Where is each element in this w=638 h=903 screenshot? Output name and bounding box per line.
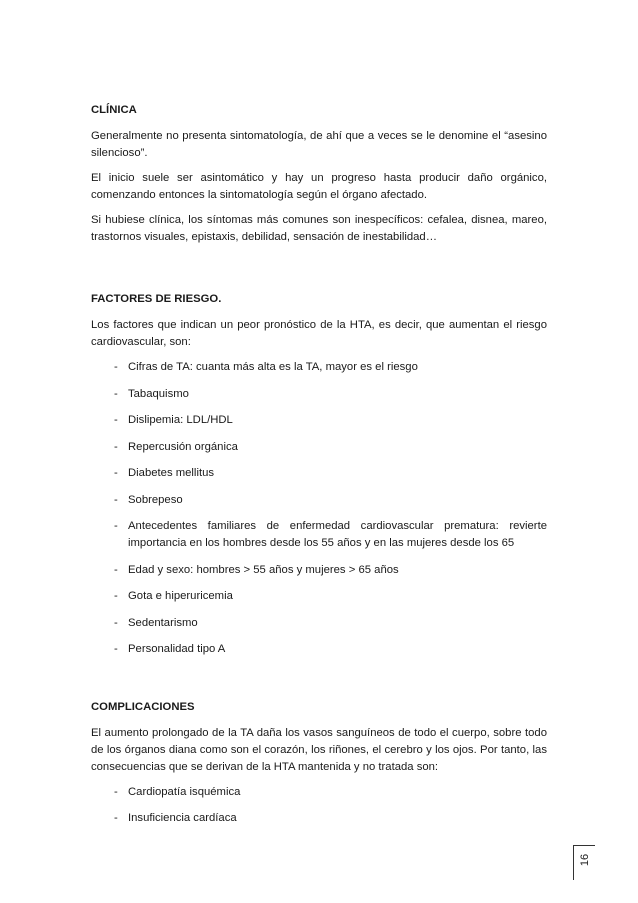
document-body	[91, 102, 547, 837]
list-item	[91, 810, 547, 827]
complication-list	[91, 784, 547, 828]
list-item	[91, 386, 547, 403]
list-item-text: Insuficiencia cardíaca	[128, 812, 237, 824]
list-item-text: Sobrepeso	[128, 493, 183, 506]
bullet-dash: -	[114, 387, 118, 400]
bullet-dash: -	[114, 520, 118, 532]
section-heading-factores: FACTORES DE RIESGO.	[91, 293, 222, 305]
list-item-text: Dislipemia: LDL/HDL	[128, 414, 233, 426]
paragraph: Generalmente no presenta sintomatología, de ahí que a veces se le denomine el “asesino silencioso”.	[91, 130, 547, 159]
list-item	[91, 588, 547, 605]
bullet-dash: -	[114, 616, 118, 629]
list-item	[91, 465, 547, 482]
bullet-dash: -	[114, 563, 118, 576]
bullet-dash: -	[114, 467, 118, 479]
bullet-dash: -	[114, 414, 118, 426]
paragraph: Los factores que indican un peor pronóstico de la HTA, es decir, que aumentan el riesgo cardiovascular, son:	[91, 319, 547, 348]
bullet-dash: -	[114, 812, 118, 824]
section-heading-complicaciones: COMPLICACIONES	[91, 700, 195, 713]
bullet-dash: -	[114, 643, 118, 655]
list-item-text: Tabaquismo	[128, 387, 189, 400]
list-item	[91, 492, 547, 509]
list-item-text: Sedentarismo	[128, 616, 198, 629]
bullet-dash: -	[114, 590, 118, 602]
list-item	[91, 359, 547, 376]
bullet-dash: -	[114, 440, 118, 453]
paragraph: Si hubiese clínica, los síntomas más comunes son inespecíficos: cefalea, disnea, mareo, trastornos visuales, epistaxis, debilidad, sensación de inestabilidad…	[91, 214, 547, 243]
list-item	[91, 412, 547, 429]
list-item-text: Cardiopatía isquémica	[128, 785, 241, 798]
section-clinica	[91, 102, 547, 246]
section-spacer	[91, 254, 547, 291]
list-item-text: Repercusión orgánica	[128, 440, 238, 453]
list-item-text: Edad y sexo: hombres > 55 años y mujeres > 65 años	[128, 563, 399, 576]
list-item-text: Personalidad tipo A	[128, 643, 226, 655]
list-item-text: Cifras de TA: cuanta más alta es la TA, mayor es el riesgo	[128, 361, 418, 373]
page-number-box	[573, 845, 595, 880]
list-item-text: Gota e hiperuricemia	[128, 590, 233, 602]
section-heading-clinica: CLÍNICA	[91, 104, 137, 116]
section-spacer	[91, 668, 547, 699]
section-factores-de-riesgo	[91, 291, 547, 658]
section-complicaciones	[91, 699, 547, 828]
list-item	[91, 784, 547, 801]
bullet-dash: -	[114, 785, 118, 798]
risk-factor-list	[91, 359, 547, 658]
list-item	[91, 641, 547, 658]
list-item	[91, 518, 547, 552]
paragraph: El inicio suele ser asintomático y hay un progreso hasta producir daño orgánico, comenzando entonces la sintomatología según el órgano afectado.	[91, 172, 547, 201]
paragraph: El aumento prolongado de la TA daña los vasos sanguíneos de todo el cuerpo, sobre todo de los órganos diana como son el corazón, los riñones, el cerebro y los ojos. Por tanto, las consecuencias que se derivan de la HTA mantenida y no tratada son:	[91, 726, 547, 773]
bullet-dash: -	[114, 493, 118, 506]
bullet-dash: -	[114, 361, 118, 373]
page-number: 16	[579, 853, 591, 867]
list-item	[91, 439, 547, 456]
list-item	[91, 615, 547, 632]
list-item	[91, 562, 547, 579]
list-item-text: Diabetes mellitus	[128, 467, 215, 479]
list-item-text: Antecedentes familiares de enfermedad cardiovascular prematura: revierte importancia en los hombres desde los 55 años y en las mujeres desde los 65	[128, 520, 547, 549]
